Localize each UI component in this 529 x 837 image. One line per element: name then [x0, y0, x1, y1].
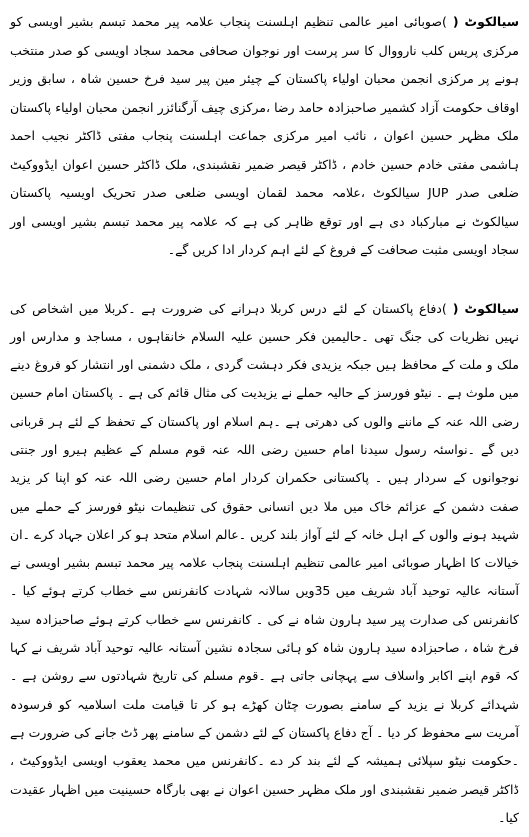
news-item-2-body: )دفاع پاکستان کے لئے درس کربلا دہرانے کی ضرورت ہے ۔کربلا میں اشخاص کی نہیں نظریات کی جنگ تھی ۔حالیمین فکر حسین علیہ السلام خانقاہوں ، مساجد و مدارس اور ملک و ملت کے محافظ ہیں جبکہ یزیدی فکر دہشت گردی ، ملک دشمنی اور انتشار کو فروغ دینے میں ملوث ہے ۔ نیٹو فورسز کے حالیہ حملے نے یزیدیت کی مثال قائم کی ہے ۔ پاکستان امام حسین رضی اللہ عنہ کے ماننے والوں کی دھرتی ہے ۔ہم اسلام اور پاکستان کے تحفظ کے لئے ہر قربانی دیں گے ۔نواسئہ رسول سیدنا امام حسین رضی اللہ عنہ قوم مسلم کے عظیم ہیرو اور جنتی نوجوانوں کے سردار ہیں ۔ پاکستانی حکمران کردار امام حسین رضی اللہ عنہ کو اپنا کر یزید صفت دشمن کے عزائم خاک میں ملا دیں انسانی حقوق کی تنظیمات نیٹو فورسز کے حملے میں شہید ہونے والوں کے اہل خانہ کے لئے آواز بلند کریں ۔عالم اسلام متحد ہو کر اعلان جہاد کرے ۔ان خیالات کا اظہار صوبائی امیر عالمی تنظیم اہلسنت پنجاب علامہ پیر محمد تبسم بشیر اویسی نے آستانہ عالیہ توحید آباد شریف میں 35ویں سالانہ شہادت کانفرنس سے خطاب کرتے ہوئے کیا ۔کانفرنس کی صدارت پیر سید ہارون شاہ نے کی ۔ کانفرنس سے خطاب کرتے ہوئے صاحبزادہ سید فرخ شاہ ، صاحبزادہ سید ہارون شاہ کو ہائی سجادہ نشین آستانہ عالیہ توحید آباد شریف نے کہا کہ قوم اپنے اکابر واسلاف سے پہچانی جاتی ہے ۔قوم مسلم کی تاریخ شہادتوں سے روشن ہے ۔شہدائے کربلا نے یزید کے سامنے بصورت چٹان کھڑے ہو کر تا قیامت ملت اسلامیہ کو فرسودہ آمریت سے محفوظ کر دیا ۔ آج دفاع پاکستان کے لئے دشمن کے سامنے پھر ڈٹ جانے کی ضرورت ہے ۔حکومت نیٹو سپلائی ہمیشہ کے لئے بند کر دے ۔کانفرنس میں محمد یعقوب اویسی ایڈووکیٹ ، ڈاکٹر قیصر ضمیر نقشبندی اور ملک مظہر حسین اعوان نے بھی بارگاہ حسینیت میں اظہار عقیدت کیا۔ — [10, 300, 519, 825]
news-item-2 — [10, 295, 519, 833]
news-item-1 — [10, 8, 519, 265]
news-item-1-paragraph — [10, 8, 519, 265]
news-item-1-body: )صوبائی امیر عالمی تنظیم اہلسنت پنجاب علامہ پیر محمد تبسم بشیر اویسی کو مرکزی پریس کلب نارووال کا سر پرست اور نوجوان صحافی محمد سجاد اویسی کو صدر منتخب ہونے پر مرکزی انجمن محبان اولیاء پاکستان کے چیئر مین پیر سید فرخ حسین شاہ ، سابق وزیر اوقاف حکومت آزاد کشمیر صاحبزادہ حامد رضا ،مرکزی چیف آرگنائزر انجمن محبان اولیاء پاکستان ملک مظہر حسین اعوان ، نائب امیر مرکزی جماعت اہلسنت پنجاب مفتی ڈاکٹر نجیب احمد ہاشمی مفتی خادم حسین خادم ، ڈاکٹر قیصر ضمیر نقشبندی، ملک ڈاکٹر حسین اعوان ایڈووکیٹ ضلعی صدر JUP سیالکوٹ ،علامہ محمد لقمان اویسی ضلعی صدر تحریک اویسیہ پاکستان سیالکوٹ نے مبارکباد دی ہے اور توقع ظاہر کی ہے کہ علامہ پیر محمد تبسم بشیر اویسی اور سجاد اویسی مثبت صحافت کے فروغ کے لئے اہم کردار ادا کریں گے۔ — [10, 14, 519, 257]
news-item-2-dateline: سیالکوٹ ( — [452, 300, 520, 316]
news-item-2-paragraph — [10, 295, 519, 833]
news-item-1-dateline: سیالکوٹ ( — [452, 14, 520, 29]
